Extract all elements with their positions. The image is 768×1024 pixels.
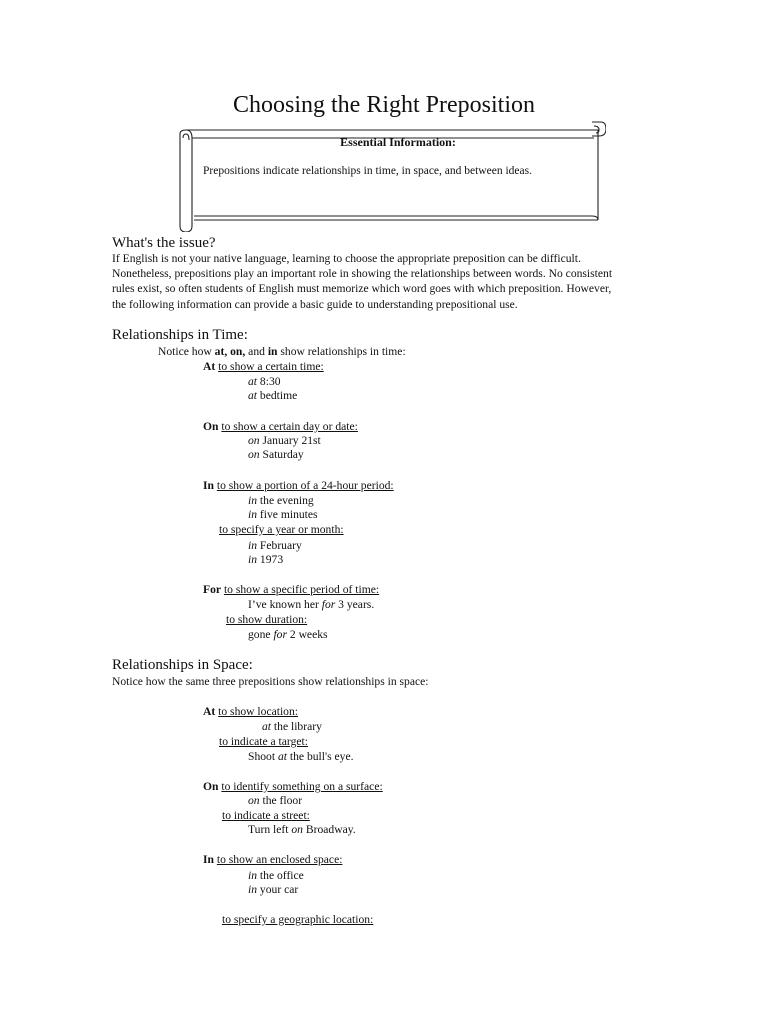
- example-rest: January 21st: [259, 434, 321, 447]
- time-intro-pre: Notice how: [158, 345, 215, 358]
- issue-paragraph: [112, 251, 660, 312]
- issue-heading: What's the issue?: [112, 235, 216, 251]
- example-preposition: at: [262, 720, 272, 733]
- example-rest: 8:30: [257, 375, 281, 388]
- time-in-rule: [203, 479, 394, 493]
- time-intro-post: show relationships in time:: [277, 345, 406, 358]
- issue-line-4: the following information can provide a basic guide to understanding prepositional use.: [112, 297, 518, 311]
- time-for-example-2: [248, 628, 328, 642]
- example-rest: bedtime: [257, 389, 298, 402]
- space-in-rule: [203, 853, 342, 867]
- example-post: the bull's eye.: [287, 750, 354, 763]
- space-on-example-2: [248, 823, 356, 837]
- time-heading: Relationships in Time:: [112, 327, 248, 343]
- example-rest: the office: [257, 869, 304, 882]
- example-preposition: in: [248, 508, 258, 521]
- time-on-word: On: [203, 420, 219, 433]
- example-preposition: in: [248, 553, 258, 566]
- example-post: 2 weeks: [286, 628, 328, 641]
- example-preposition: in: [248, 869, 258, 882]
- space-at-word: At: [203, 705, 216, 718]
- example-post: Broadway.: [302, 823, 356, 836]
- space-at-example-1: [262, 720, 322, 734]
- example-rest: five minutes: [257, 508, 318, 521]
- space-heading: Relationships in Space:: [112, 657, 253, 673]
- page-title: Choosing the Right Preposition: [232, 92, 535, 118]
- time-for-rule: [203, 583, 379, 597]
- time-on-example-1: [248, 434, 321, 448]
- space-on-rule: [203, 780, 383, 794]
- example-rest: February: [257, 539, 302, 552]
- space-in-word: In: [203, 853, 214, 866]
- time-for-desc: to show a specific period of time:: [223, 583, 380, 596]
- issue-line-2: Nonetheless, prepositions play an important role in showing the relationships between words. No consistent: [112, 267, 613, 281]
- time-on-desc: to show a certain day or date:: [221, 420, 358, 433]
- example-preposition: on: [248, 434, 260, 447]
- time-intro: [158, 345, 406, 359]
- time-at-example-1: [248, 375, 281, 389]
- example-preposition: at: [248, 389, 258, 402]
- example-preposition: at: [277, 750, 287, 763]
- example-rest: 1973: [257, 553, 284, 566]
- example-preposition: at: [248, 375, 258, 388]
- time-intro-bold-2: in: [267, 345, 278, 358]
- time-at-desc: to show a certain time:: [218, 360, 324, 373]
- time-intro-and: and: [245, 345, 268, 358]
- space-in-example-1: [248, 869, 304, 883]
- time-in-example-1: [248, 494, 314, 508]
- time-in-example-4: [248, 553, 283, 567]
- space-in-example-2: [248, 883, 298, 897]
- example-preposition: on: [291, 823, 303, 836]
- space-on-desc-2: to indicate a street:: [222, 809, 310, 822]
- space-intro: Notice how the same three prepositions show relationships in space:: [112, 675, 429, 688]
- space-on-example-1: [248, 794, 302, 808]
- issue-line-1: If English is not your native language, learning to choose the appropriate preposition can be difficult.: [112, 252, 581, 265]
- space-in-desc-2: to specify a geographic location:: [222, 913, 374, 926]
- space-at-example-2: [248, 750, 353, 764]
- time-on-rule: [203, 420, 358, 434]
- time-for-desc-2: to show duration:: [226, 613, 308, 626]
- time-intro-bold-1: at, on,: [214, 345, 246, 358]
- example-rest: your car: [257, 883, 299, 896]
- time-in-word: In: [203, 479, 214, 492]
- example-rest: the evening: [257, 494, 314, 507]
- example-preposition: in: [248, 494, 258, 507]
- space-at-rule: [203, 705, 298, 719]
- space-on-word: On: [203, 780, 219, 793]
- example-pre: gone: [248, 628, 274, 641]
- example-preposition: on: [248, 794, 260, 807]
- time-in-example-3: [248, 539, 302, 553]
- example-rest: the floor: [259, 794, 303, 807]
- time-for-example-1: [248, 598, 374, 612]
- scroll-heading: Essential Information:: [340, 135, 456, 149]
- example-preposition: in: [248, 539, 258, 552]
- time-at-word: At: [203, 360, 216, 373]
- time-in-desc: to show a portion of a 24-hour period:: [216, 479, 394, 492]
- scroll-text: Prepositions indicate relationships in time, in space, and between ideas.: [203, 165, 532, 177]
- time-on-example-2: [248, 448, 304, 462]
- example-post: 3 years.: [335, 598, 375, 611]
- space-at-desc: to show location:: [218, 705, 299, 718]
- example-rest: Saturday: [259, 448, 304, 461]
- time-at-rule: [203, 360, 324, 374]
- time-in-desc-2: to specify a year or month:: [219, 523, 344, 536]
- issue-line-3: rules exist, so often students of English must memorize which word goes with which preposition. However,: [112, 282, 612, 296]
- space-on-desc: to identify something on a surface:: [221, 780, 383, 793]
- example-preposition: for: [321, 598, 336, 611]
- time-at-example-2: [248, 389, 297, 403]
- example-preposition: on: [248, 448, 260, 461]
- example-preposition: in: [248, 883, 258, 896]
- time-in-example-2: [248, 508, 318, 522]
- example-rest: the library: [271, 720, 322, 733]
- example-preposition: for: [273, 628, 287, 641]
- example-pre: I’ve known her: [248, 598, 322, 611]
- space-in-desc: to show an enclosed space:: [216, 853, 343, 866]
- space-at-desc-2: to indicate a target:: [219, 735, 308, 748]
- time-for-word: For: [203, 583, 222, 596]
- example-pre: Turn left: [248, 823, 292, 836]
- example-pre: Shoot: [248, 750, 278, 763]
